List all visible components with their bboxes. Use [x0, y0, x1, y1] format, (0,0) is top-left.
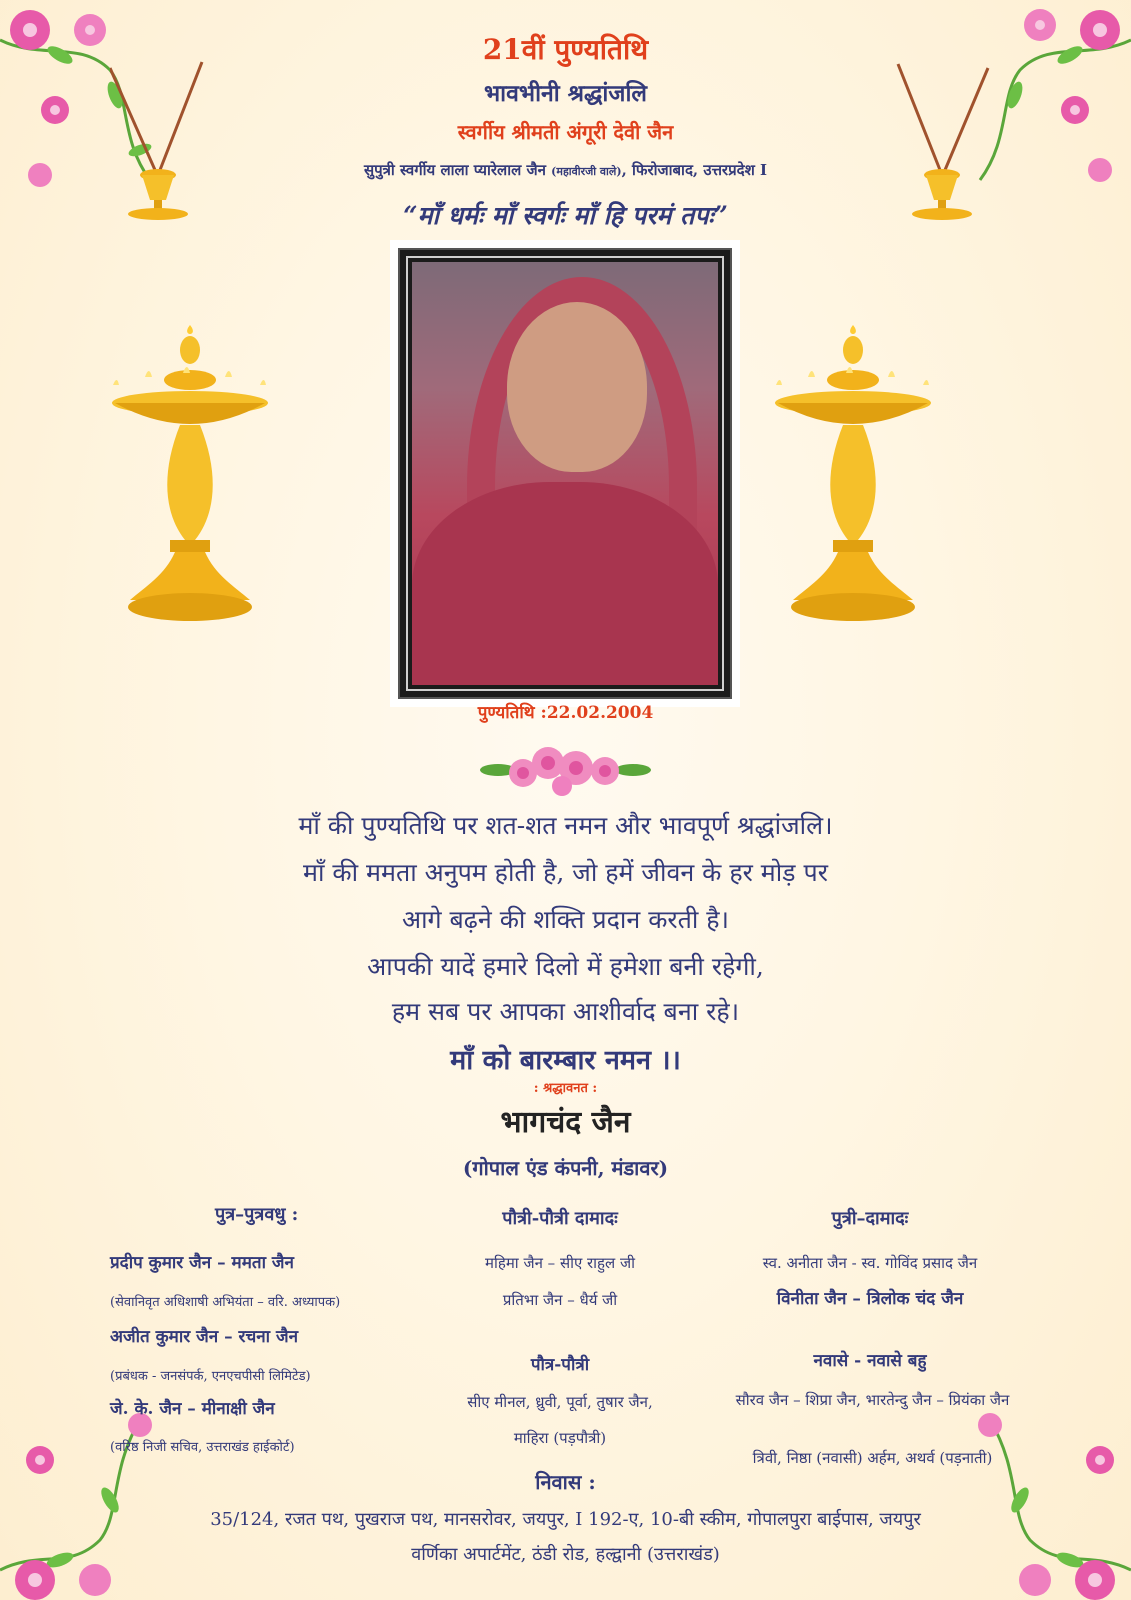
- poem-line-2: माँ की ममता अनुपम होती है, जो हमें जीवन के हर मोड़ पर: [303, 858, 828, 887]
- poem-line-1: माँ की पुण्यतिथि पर शत-शत नमन और भावपूर्ण श्रद्धांजलि।: [298, 811, 833, 840]
- granddaughter-line-1: महिमा जैन – सीए राहुल जी: [485, 1254, 635, 1272]
- diya-lamp-icon: [105, 325, 275, 640]
- tribute-label: : श्रद्धावनत :: [533, 1081, 598, 1096]
- granddaughters-heading: पौत्री-पौत्री दामादः: [502, 1208, 618, 1229]
- son-3-role: (वरिष्ठ निजी सचिव, उत्तराखंड हाईकोर्ट): [110, 1440, 295, 1455]
- daughters-heading: पुत्री–दामादः: [831, 1208, 909, 1229]
- daughter-line-1: स्व. अनीता जैन - स्व. गोविंद प्रसाद जैन: [762, 1254, 978, 1272]
- poem-line-3: आगे बढ़ने की शक्ति प्रदान करती है।: [401, 905, 730, 934]
- rose-garland-icon: [478, 738, 653, 800]
- shloka-quote: “माँ धर्मः माँ स्वर्गः माँ हि परमं तपः”: [403, 201, 728, 230]
- grandchildren-line-1: सीए मीनल, ध्रुवी, पूर्वा, तुषार जैन,: [467, 1393, 653, 1411]
- residence-line-1: 35/124, रजत पथ, पुखराज पथ, मानसरोवर, जयपुर, I 192-ए, 10-बी स्कीम, गोपालपुरा बाईपास, जयपुर: [210, 1509, 921, 1530]
- deceased-name: स्वर्गीय श्रीमती अंगूरी देवी जैन: [457, 120, 674, 144]
- corner-flowers-bottom-left: [0, 1400, 170, 1600]
- poem-line-4: आपकी यादें हमारे दिलो में हमेशा बनी रहेगी,: [367, 952, 764, 981]
- diya-lamp-icon: [768, 325, 938, 640]
- nawase-line-1: सौरव जैन – शिप्रा जैन, भारतेन्दु जैन – प्रियंका जैन: [735, 1391, 1010, 1409]
- portrait-photo: [412, 262, 718, 685]
- son-1-role: (सेवानिवृत अधिशाषी अभियंता – वरि. अध्यापक): [110, 1295, 341, 1310]
- anniversary-title: 21वीं पुण्यतिथि: [482, 33, 649, 66]
- son-3-name: जे. के. जैन – मीनाक्षी जैन: [110, 1399, 275, 1419]
- residence-heading: निवास :: [535, 1470, 596, 1494]
- granddaughter-line-2: प्रतिभा जैन – धैर्य जी: [502, 1291, 618, 1309]
- corner-flowers-bottom-right: [960, 1400, 1131, 1600]
- death-date: पुण्यतिथि :22.02.2004: [477, 703, 654, 723]
- tributor-name: भागचंद जैन: [500, 1105, 631, 1140]
- tribute-title: भावभीनी श्रद्धांजलि: [483, 80, 647, 107]
- son-2-role: (प्रबंधक - जनसंपर्क, एनएचपीसी लिमिटेड): [110, 1369, 311, 1384]
- nawase-heading: नवासे - नवासे बहु: [813, 1351, 927, 1371]
- poem-line-6: माँ को बारम्बार नमन ।।: [450, 1045, 681, 1076]
- lineage-part-a: सुपुत्री स्वर्गीय लाला प्यारेलाल जैन: [363, 161, 552, 179]
- grandchildren-heading: पौत्र-पौत्री: [530, 1355, 590, 1375]
- lineage-part-c: , फिरोजाबाद, उत्तरप्रदेश I: [621, 161, 768, 179]
- residence-line-2: वर्णिका अपार्टमेंट, ठंडी रोड, हल्द्वानी (उत्तराखंड): [411, 1544, 720, 1565]
- lineage-line: [0, 160, 1131, 180]
- son-1-name: प्रदीप कुमार जैन – ममता जैन: [110, 1253, 294, 1273]
- son-2-name: अजीत कुमार जैन – रचना जैन: [110, 1327, 299, 1347]
- poem-line-5: हम सब पर आपका आशीर्वाद बना रहे।: [391, 997, 740, 1026]
- sons-heading: पुत्र–पुत्रवधु :: [215, 1204, 299, 1225]
- grandchildren-line-2: माहिरा (पड़पौत्री): [513, 1429, 607, 1447]
- nawase-line-2: त्रिवी, निष्ठा (नवासी) अर्हम, अथर्व (पड़नाती): [752, 1449, 993, 1467]
- lineage-part-b: (महावीरजी वाले): [551, 165, 622, 178]
- portrait-frame: [390, 240, 740, 707]
- daughter-line-2: विनीता जैन – त्रिलोक चंद जैन: [776, 1289, 964, 1309]
- tributor-company: (गोपाल एंड कंपनी, मंडावर): [462, 1156, 669, 1180]
